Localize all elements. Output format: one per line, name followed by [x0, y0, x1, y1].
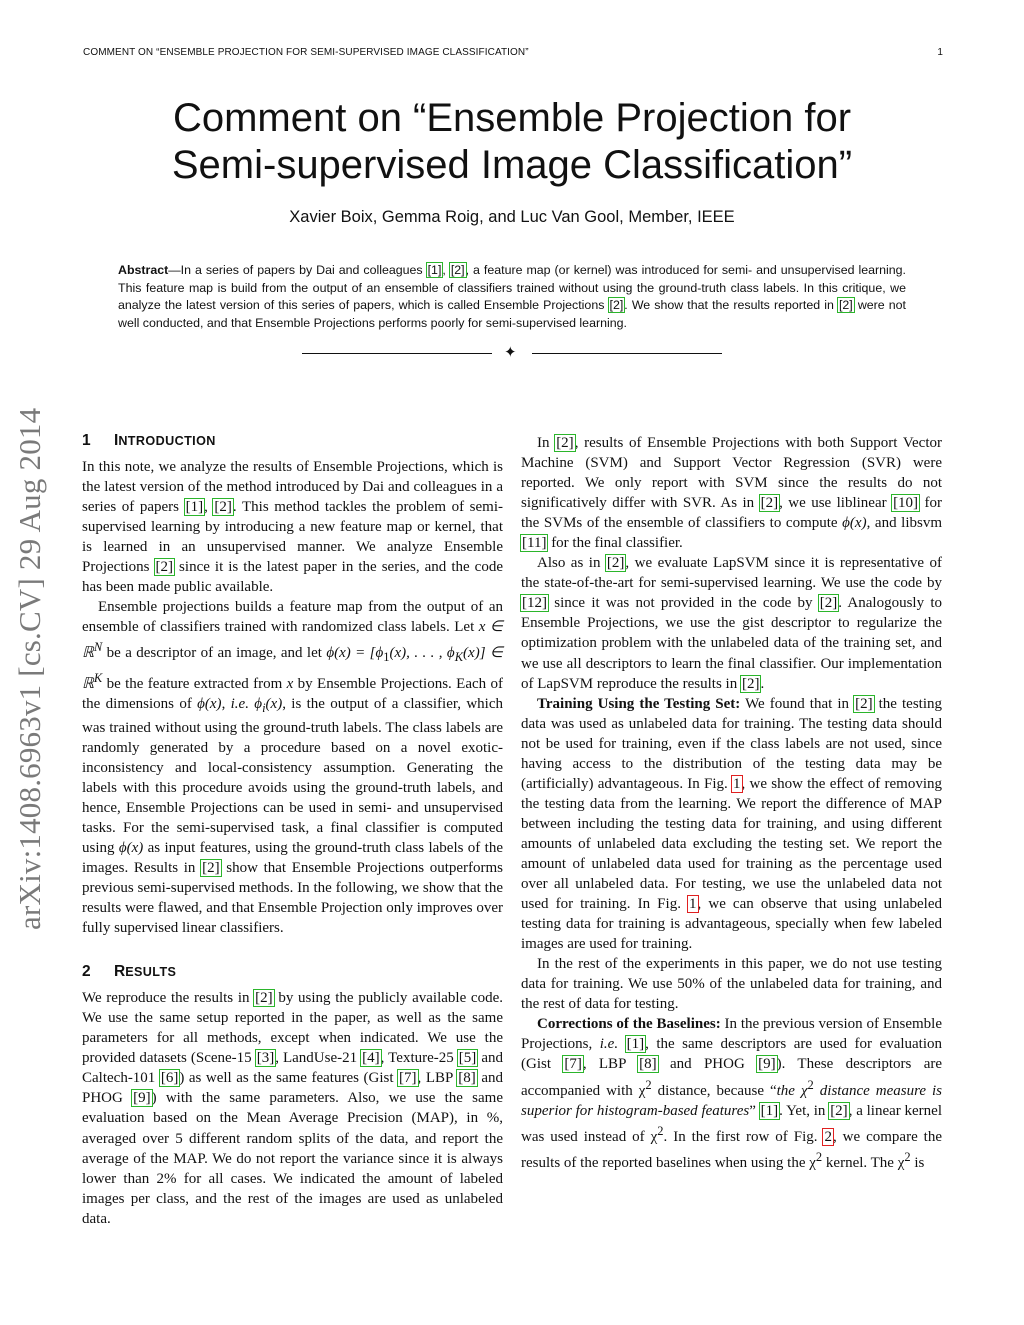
citation-link[interactable]: [10]	[893, 495, 919, 512]
section-title-rest: NTRODUCTION	[118, 434, 216, 448]
citation-link[interactable]: [9]	[758, 1056, 776, 1073]
running-head-text: COMMENT ON “ENSEMBLE PROJECTION FOR SEMI-SUPERVISED IMAGE CLASSIFICATION”	[83, 47, 529, 58]
citation-link[interactable]: [1]	[427, 263, 442, 277]
divider-star-icon: ✦	[504, 343, 517, 361]
math: ϕ(x) = [ϕ	[326, 645, 384, 662]
math: ϕ(x)	[842, 515, 867, 532]
paragraph: Ensemble projections builds a feature map from the output of an ensemble of classifiers trained with randomized class labels. Let x ∈ ℝ$^N$ be a descriptor of an image, and let $\phi(x) = [\phi_1(x)$, . . . , $\phi_K(x)$] ∈ ℝ$^K$ be the feature extracted from x by Ensemble Projections. Each of the dimensions of ϕ(x), i.e. $\phi_i(x)$, is the output of a classifier, which was trained without using the ground-truth labels. The class labels are randomly generated by a procedure based on a novel exotic-inconsistency and local-consistency assumption. Generating the labels with this procedure avoids using the ground-truth labels, and hence, Ensemble Projections can be used in semi- and unsupervised tasks. For the semi-supervised task, a final classifier is computed using ϕ(x) as input features, using the ground-truth class labels of the images. Results in [2] show that Ensemble Projections outperforms previous semi-supervised methods. In the following, we show that the results were flawed, and that Ensemble Projection only improves over fully supervised linear classifiers.	[82, 599, 504, 937]
math: x	[286, 675, 294, 692]
citation-link[interactable]: [11]	[522, 535, 547, 552]
math: ϕ(x)	[197, 695, 222, 712]
section-title-rest: ESULTS	[125, 965, 177, 980]
abstract	[118, 262, 906, 332]
citation-link[interactable]: [1]	[626, 1036, 645, 1053]
divider-line-left	[302, 353, 492, 354]
section-title-initial: I	[114, 432, 119, 449]
abstract-text: , a feature map (or kernel) was introduced for semi- and unsupervised learning. This feature map is build from the output of an ensemble of classifiers trained without using the ground-truth class labels. In this critique, we analyze the latest version of this series of papers, which is called Ensemble Projections	[118, 263, 907, 313]
arxiv-stamp: arXiv:1408.6963v1 [cs.CV] 29 Aug 2014	[12, 407, 47, 930]
math: ϕ	[254, 695, 263, 712]
citation-link[interactable]: [2]	[741, 675, 760, 692]
abstract-text: —In a series of papers by Dai and colleagues	[168, 263, 427, 277]
paragraph: Training Using the Testing Set: We found that in [2] the testing data was used as unlabeled data for training. The testing data should not be used for training, even if the class labels are not used, since having access to the distribution of the testing data may be (artificially) advantageous. In Fig. 1, we show the effect of removing the testing data from the learning. We report the difference of MAP between including the testing data for training, and using different amounts of unlabeled data excluding the testing set. We report the amount of unlabeled data used for training as the percentage used over all unlabeled data. For testing, we use the unlabeled data not used for training. In Fig. 1, we can observe that using unlabeled testing data for training is advantageous, specially when few labeled images are used for training.	[521, 695, 943, 953]
section-number: 2	[82, 963, 91, 981]
citation-link[interactable]: [8]	[639, 1056, 657, 1073]
citation-link[interactable]: [1]	[185, 499, 204, 516]
left-column	[82, 431, 503, 1229]
section-heading-results	[82, 962, 503, 982]
paragraph: In the rest of the experiments in this paper, we do not use testing data for training. We use 50% of the unlabeled data for training, and the rest of data for testing.	[521, 956, 942, 1013]
citation-link[interactable]: [2]	[838, 298, 853, 313]
citation-link[interactable]: [2]	[214, 499, 232, 516]
citation-link[interactable]: [9]	[133, 1090, 151, 1107]
citation-link[interactable]: [2]	[255, 990, 273, 1007]
abstract-text: were not well conducted, and that Ensemble Projections performs poorly for semi-supervised learning.	[118, 298, 907, 330]
citation-link[interactable]: [4]	[362, 1050, 380, 1067]
paragraph: In this note, we analyze the results of Ensemble Projections, which is the latest version of the method introduced by Dai and colleagues in a series of papers [1], [2]. This method tackles the problem of semi-supervised learning by introducing a new feature map or kernel, that is learned in an unsupervised manner. We analyze Ensemble Projections [2] since it is the latest paper in the series, and the code has been made public available.	[82, 459, 503, 596]
citation-link[interactable]: [12]	[522, 595, 547, 612]
citation-link[interactable]: [7]	[399, 1070, 417, 1087]
figure-link[interactable]: 2	[824, 1128, 832, 1145]
citation-link[interactable]: [2]	[830, 1102, 848, 1119]
citation-link[interactable]: [7]	[564, 1056, 582, 1073]
math: ϕ(x)	[118, 839, 144, 856]
citation-link[interactable]: [1]	[760, 1102, 779, 1119]
page-number: 1	[937, 47, 943, 58]
citation-link[interactable]: [2]	[855, 695, 873, 712]
flowing-text: ) with the same parameters. Also, we use the same evaluation based on the Mean Average Precision (MAP), in %, averaged over 5 different random splits of the data, and report the average of the MAP. We do not report the variance since it is always lower than 2% for all cases. We indicated the amount of labeled images per class, and the rest of the images are used as unlabeled data.	[82, 1090, 504, 1227]
runin-heading: Corrections of the Baselines:	[537, 1016, 721, 1033]
figure-link[interactable]: 1	[733, 775, 741, 792]
abstract-label: Abstract	[118, 263, 169, 277]
author-list: Xavier Boix, Gemma Roig, and Luc Van Gool, Member, IEEE	[289, 208, 735, 226]
citation-link[interactable]: [2]	[606, 555, 625, 572]
divider-line-right	[532, 353, 722, 354]
runin-heading: Training Using the Testing Set:	[537, 695, 741, 712]
title-line-1: Comment on “Ensemble Projection for	[172, 96, 852, 140]
citation-link[interactable]: [2]	[760, 495, 779, 512]
figure-link[interactable]: 1	[689, 896, 697, 913]
paragraph: We reproduce the results in [2] by using the publicly available code. We use the same setup reported in the paper, as well as the same parameters for all methods, except when indicated. We use the provided datasets (Scene-15 [3], LandUse-21 [4], Texture-25 [5] and Caltech-101 [6]) as well as the same features (Gist [7], LBP [8] and PHOG [9]) with the same parameters. Also, we use the same evaluation based on the Mean Average Precision (MAP), in %, averaged over 5 different random splits of the data, and report the average of the MAP. We do not report the variance since it is always lower than 2% for all cases. We indicated the amount of labeled images per class, and the rest of the images are used as unlabeled data.	[82, 990, 504, 1227]
section-heading-introduction	[82, 431, 503, 451]
citation-link[interactable]: [8]	[458, 1070, 476, 1087]
abstract-text: ,	[442, 263, 450, 277]
paragraph: In [2], results of Ensemble Projections with both Support Vector Machine (SVM) and Support Vector Regression (SVR) were reported. We only report with SVM since the results do not significatively differ with SVR. As in [2], we use liblinear [10] for the SVMs of the ensemble of classifiers to compute ϕ(x), and libsvm [11] for the final classifier.	[521, 435, 943, 552]
section-number: 1	[82, 432, 91, 449]
right-column	[521, 433, 942, 1173]
paragraph: Corrections of the Baselines: In the previous version of Ensemble Projections, i.e. [1], the same descriptors are used for evaluation (Gist [7], LBP [8] and PHOG [9]). These descriptors are accompanied with $\chi^2$ distance, because “the $\chi^2$ distance measure is superior for histogram-based features” [1]. Yet, in [2], a linear kernel was used instead of $\chi^2$. In the first row of Fig. 2, we compare the results of the reported baselines when using the $\chi^2$ kernel. The $\chi^2$ is	[521, 1016, 943, 1171]
citation-link[interactable]: [3]	[256, 1050, 275, 1067]
paper-title	[80, 95, 944, 189]
citation-link[interactable]: [2]	[556, 435, 574, 451]
citation-link[interactable]: [2]	[202, 859, 220, 876]
math: x ∈ ℝ	[82, 619, 503, 662]
citation-link[interactable]: [2]	[609, 298, 624, 313]
citation-link[interactable]: [6]	[160, 1070, 179, 1087]
section-divider	[302, 345, 722, 361]
abstract-text: . We show that the results reported in	[624, 298, 838, 313]
section-title-initial: R	[114, 963, 126, 981]
paragraph: Also as in [2], we evaluate LapSVM since it is representative of the state-of-the-art for semi-supervised learning. We use the code by [12] since it was not provided in the code by [2]. Analogously to Ensemble Projections, we use the gist descriptor to regularize the optimization problem with the unlabeled data of the training set, and we use all descriptors to learn the final classifier. Our implementation of LapSVM reproduce the results in [2].	[521, 555, 943, 692]
citation-link[interactable]: [5]	[458, 1050, 477, 1067]
title-line-2: Semi-supervised Image Classification”	[171, 143, 853, 187]
running-head	[83, 47, 943, 58]
citation-link[interactable]: [2]	[819, 595, 838, 612]
citation-link[interactable]: [2]	[450, 263, 465, 277]
citation-link[interactable]: [2]	[155, 559, 174, 576]
